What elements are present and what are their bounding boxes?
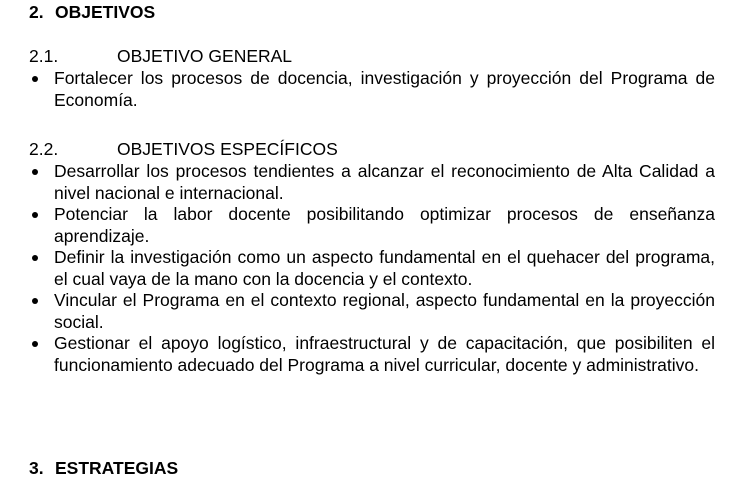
list-item	[29, 247, 715, 290]
section-number: 2.	[29, 2, 44, 22]
subsection-title: OBJETIVOS ESPECÍFICOS	[117, 139, 338, 159]
subheading-objetivo-general	[29, 46, 292, 68]
subheading-objetivos-especificos	[29, 139, 338, 161]
section-heading-objetivos	[29, 2, 155, 24]
specific-objectives-list	[29, 161, 715, 376]
subsection-number: 2.2.	[29, 139, 59, 159]
section-number: 3.	[29, 458, 44, 478]
list-item-text: Potenciar la labor docente posibilitando optimizar procesos de enseñanza aprendizaje.	[54, 204, 715, 246]
subsection-title: OBJETIVO GENERAL	[117, 46, 293, 66]
section-title: OBJETIVOS	[55, 2, 156, 22]
general-objectives-list	[29, 68, 715, 111]
list-item	[29, 333, 715, 376]
list-item-text: Gestionar el apoyo logístico, infraestructural y de capacitación, que posibiliten el funcionamiento adecuado del Programa a nivel curricular, docente y administrativo.	[54, 333, 715, 375]
list-item-text: Definir la investigación como un aspecto fundamental en el quehacer del programa, el cual vaya de la mano con la docencia y el contexto.	[54, 247, 715, 289]
list-item-text: Desarrollar los procesos tendientes a alcanzar el reconocimiento de Alta Calidad a nivel nacional e internacional.	[54, 161, 715, 203]
section-title: ESTRATEGIAS	[55, 458, 179, 478]
subsection-number: 2.1.	[29, 46, 59, 66]
list-item	[29, 68, 715, 111]
list-item-text: Fortalecer los procesos de docencia, investigación y proyección del Programa de Economía.	[54, 68, 715, 110]
list-item	[29, 161, 715, 204]
section-heading-estrategias	[29, 458, 178, 480]
list-item-text: Vincular el Programa en el contexto regional, aspecto fundamental en la proyección social.	[54, 290, 715, 332]
list-item	[29, 204, 715, 247]
list-item	[29, 290, 715, 333]
